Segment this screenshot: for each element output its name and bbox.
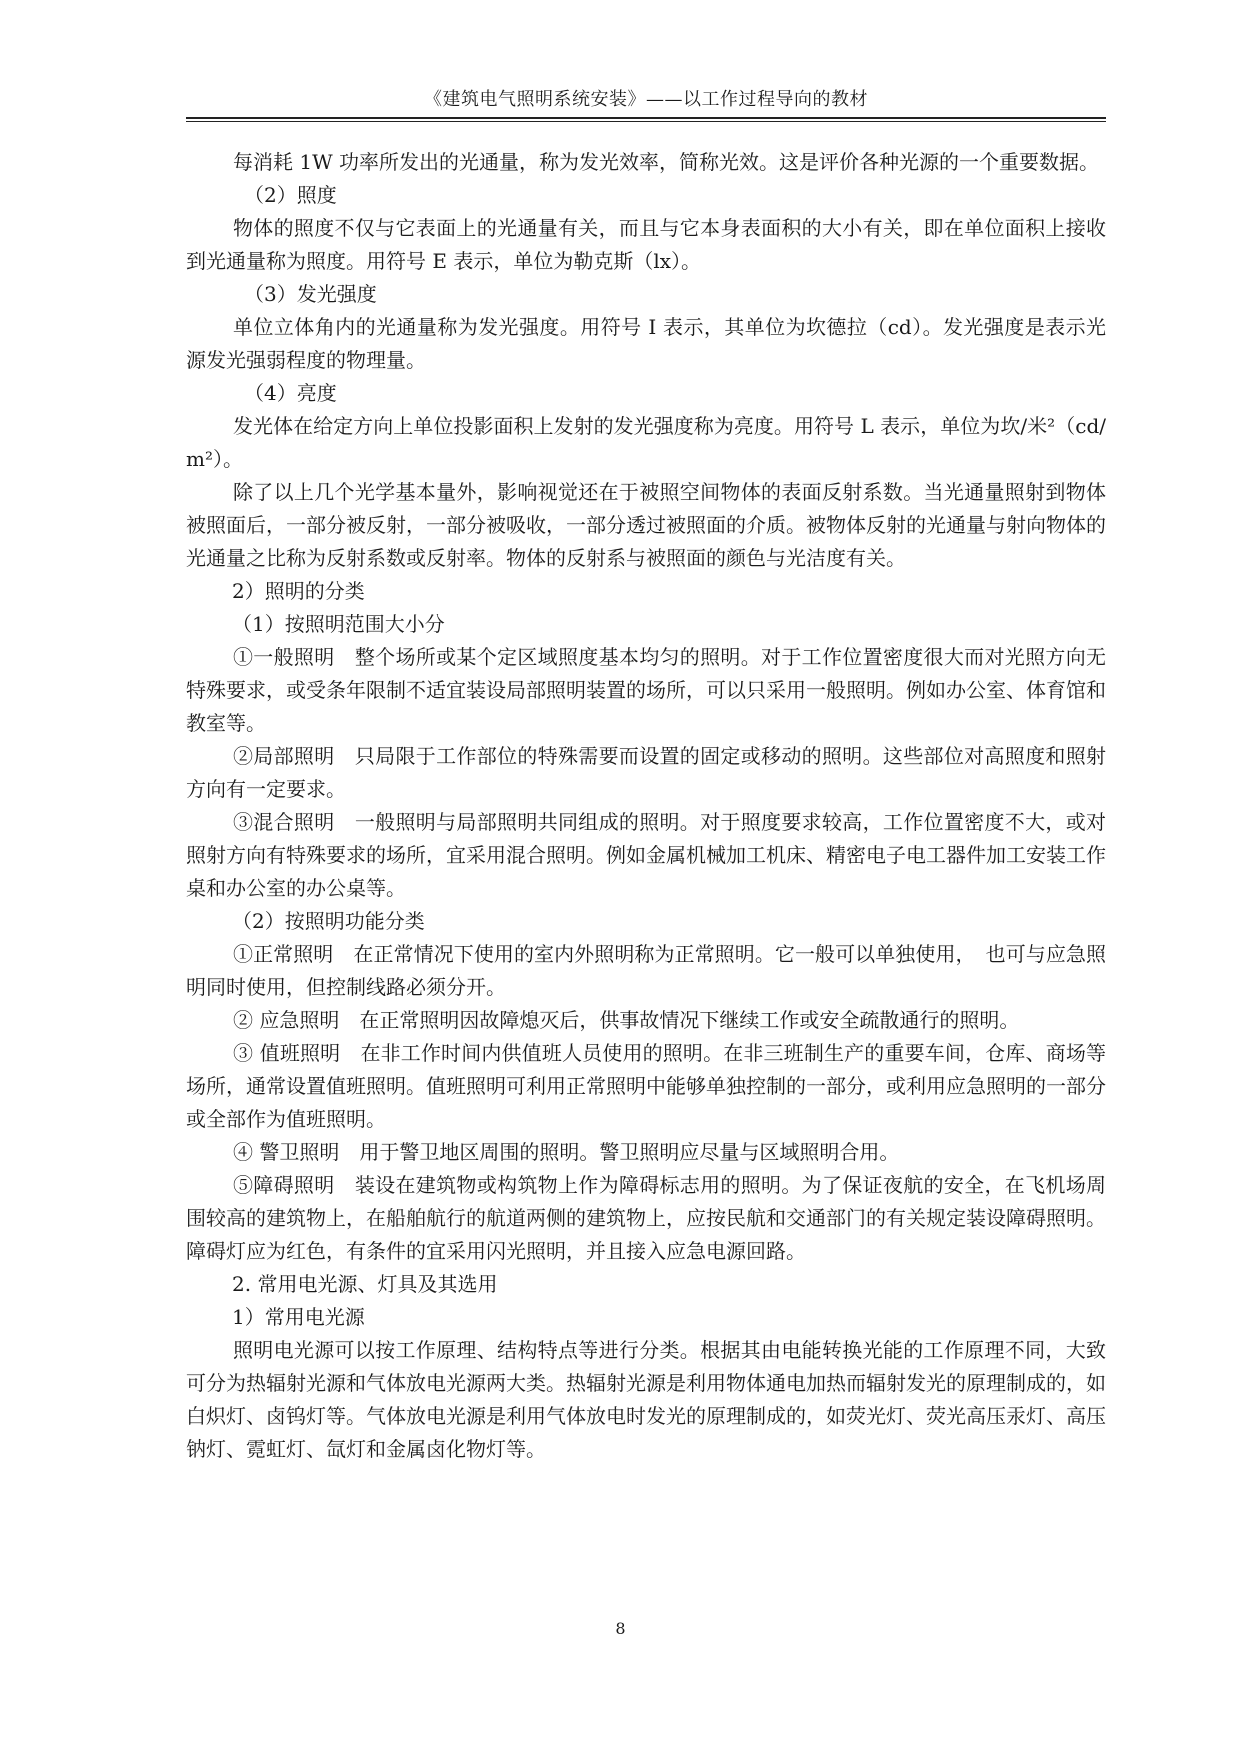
header-divider [186, 117, 1106, 122]
subheading-illuminance: （2）照度 [244, 183, 337, 207]
paragraph-reflectance: 除了以上几个光学基本量外，影响视觉还在于被照空间物体的表面反射系数。当光通量照射到物体被照面后，一部分被反射，一部分被吸收，一部分透过被照面的介质。被物体反射的光通量与射向物体的光通量之比称为反射系数或反射率。物体的反射系与被照面的颜色与光洁度有关。 [186, 480, 1106, 570]
subheading-common-light-sources: 1）常用电光源 [232, 1305, 365, 1329]
page-number: 8 [615, 1619, 626, 1638]
paragraph-local-lighting: ②局部照明 只局限于工作部位的特殊需要而设置的固定或移动的照明。这些部位对高照度和照射方向有一定要求。 [186, 744, 1106, 801]
heading-lighting-classification: 2）照明的分类 [232, 579, 365, 603]
paragraph-illuminance: 物体的照度不仅与它表面上的光通量有关，而且与它本身表面积的大小有关，即在单位面积上接收到光通量称为照度。用符号 E 表示，单位为勒克斯（lx）。 [186, 216, 1106, 273]
paragraph-security-lighting: ④ 警卫照明 用于警卫地区周围的照明。警卫照明应尽量与区域照明合用。 [233, 1140, 900, 1164]
paragraph-light-source-types: 照明电光源可以按工作原理、结构特点等进行分类。根据其由电能转换光能的工作原理不同，大致可分为热辐射光源和气体放电光源两大类。热辐射光源是利用物体通电加热而辐射发光的原理制成的，如白炽灯、卤钨灯等。气体放电光源是利用气体放电时发光的原理制成的，如荧光灯、荧光高压汞灯、高压钠灯、霓虹灯、氙灯和金属卤化物灯等。 [186, 1338, 1106, 1461]
paragraph-general-lighting: ①一般照明 整个场所或某个定区域照度基本均匀的照明。对于工作位置密度很大而对光照方向无特殊要求，或受条年限制不适宜装设局部照明装置的场所，可以只采用一般照明。例如办公室、体育馆和教室等。 [186, 645, 1106, 735]
running-header: 《建筑电气照明系统安装》——以工作过程导向的教材 [424, 89, 868, 110]
subheading-luminous-intensity: （3）发光强度 [244, 282, 377, 306]
paragraph-mixed-lighting: ③混合照明 一般照明与局部照明共同组成的照明。对于照度要求较高，工作位置密度不大，或对照射方向有特殊要求的场所，宜采用混合照明。例如金属机械加工机床、精密电子电工器件加工安装工作桌和办公室的办公桌等。 [186, 810, 1106, 900]
paragraph-normal-lighting: ①正常照明 在正常情况下使用的室内外照明称为正常照明。它一般可以单独使用， 也可与应急照明同时使用，但控制线路必须分开。 [186, 942, 1106, 999]
document-body [186, 146, 1106, 1466]
subheading-by-range: （1）按照明范围大小分 [232, 612, 445, 636]
paragraph-emergency-lighting: ② 应急照明 在正常照明因故障熄灭后，供事故情况下继续工作或安全疏散通行的照明。 [233, 1008, 1020, 1032]
heading-light-sources: 2. 常用电光源、灯具及其选用 [232, 1272, 498, 1296]
paragraph-luminous-efficacy: 每消耗 1W 功率所发出的光通量，称为发光效率，简称光效。这是评价各种光源的一个重要数据。 [233, 150, 1099, 174]
paragraph-duty-lighting: ③ 值班照明 在非工作时间内供值班人员使用的照明。在非三班制生产的重要车间，仓库、商场等场所，通常设置值班照明。值班照明可利用正常照明中能够单独控制的一部分，或利用应急照明的一部分或全部作为值班照明。 [186, 1041, 1106, 1131]
paragraph-luminance: 发光体在给定方向上单位投影面积上发射的发光强度称为亮度。用符号 L 表示，单位为坎/米²（cd/m²）。 [186, 414, 1106, 471]
paragraph-luminous-intensity: 单位立体角内的光通量称为发光强度。用符号 I 表示，其单位为坎德拉（cd）。发光强度是表示光源发光强弱程度的物理量。 [186, 315, 1106, 372]
subheading-luminance: （4）亮度 [244, 381, 337, 405]
subheading-by-function: （2）按照明功能分类 [232, 909, 425, 933]
paragraph-obstacle-lighting: ⑤障碍照明 装设在建筑物或构筑物上作为障碍标志用的照明。为了保证夜航的安全，在飞机场周围较高的建筑物上，在船舶航行的航道两侧的建筑物上，应按民航和交通部门的有关规定装设障碍照明。障碍灯应为红色，有条件的宜采用闪光照明，并且接入应急电源回路。 [186, 1173, 1106, 1263]
